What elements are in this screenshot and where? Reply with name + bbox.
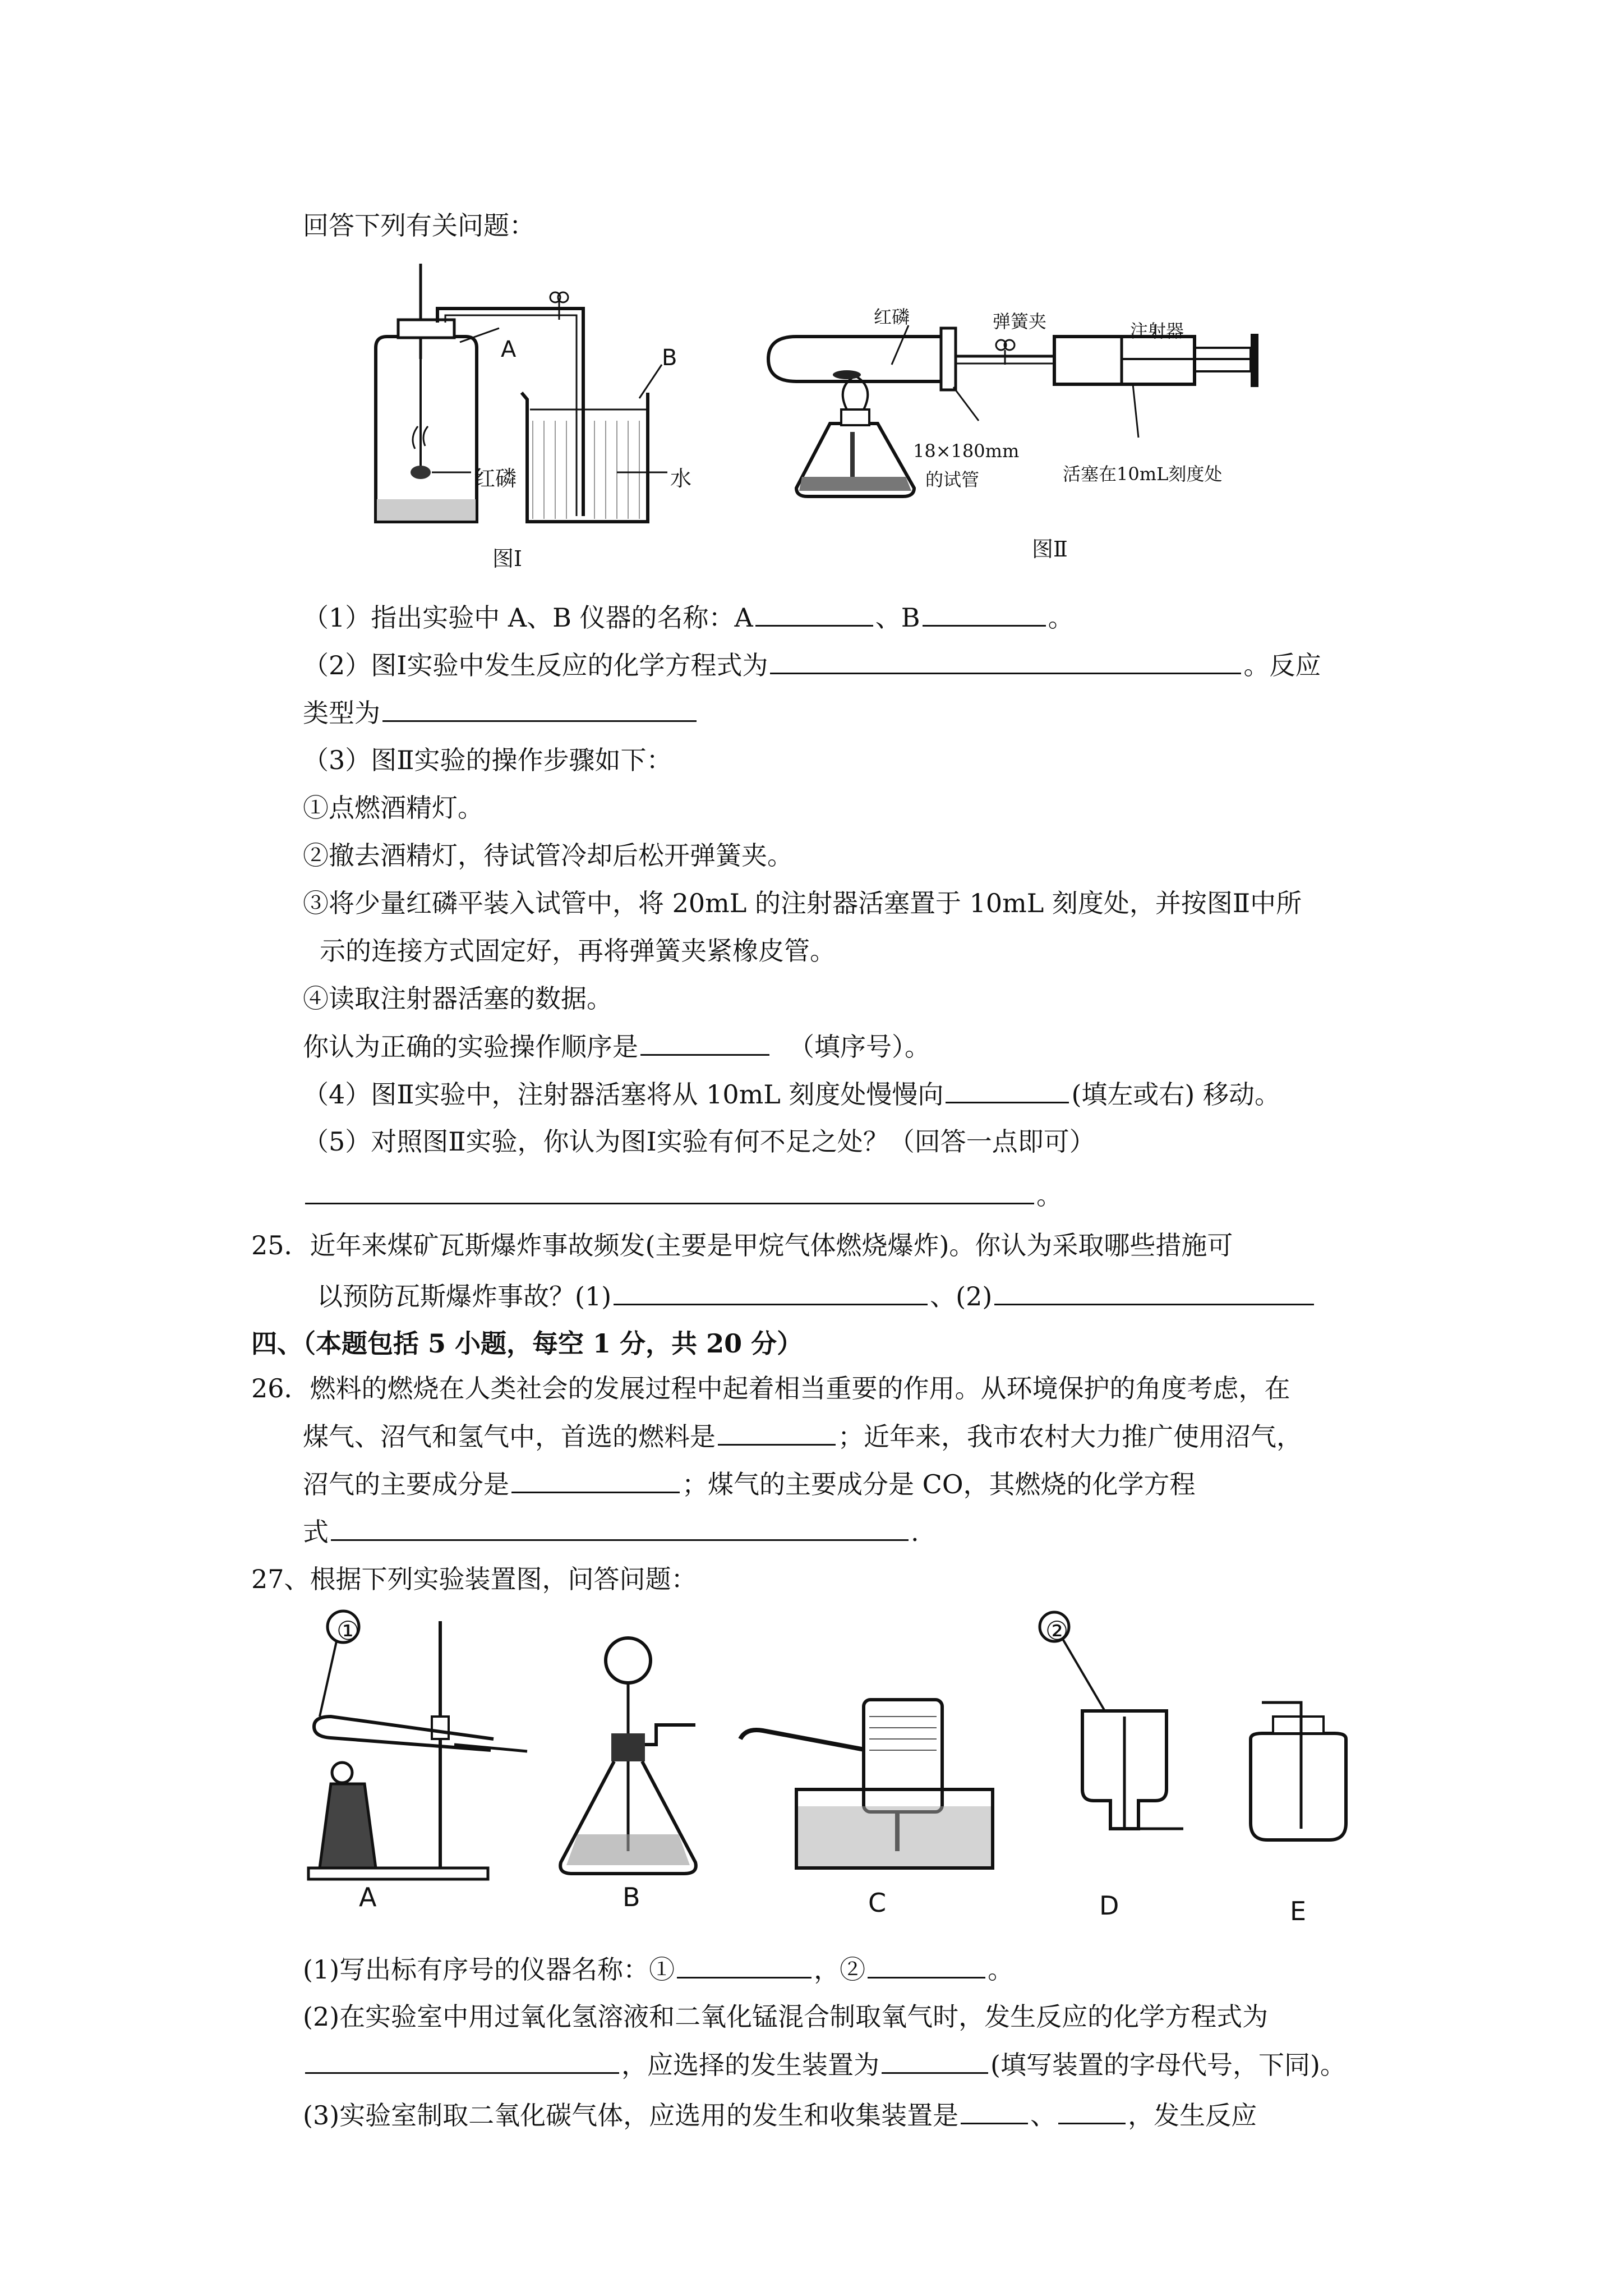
q24-part4: （4）图Ⅱ实验中，注射器活塞将从 10mL 刻度处慢慢向 (填左或右) 移动。 xyxy=(303,1077,1280,1111)
answer-blank[interactable] xyxy=(640,1029,769,1056)
apparatus-label-e: E xyxy=(1290,1896,1307,1926)
q25-line1: 25．近年来煤矿瓦斯爆炸事故频发(主要是甲烷气体燃烧爆炸)。你认为采取哪些措施可 xyxy=(251,1230,1233,1260)
answer-blank[interactable] xyxy=(946,1077,1069,1103)
q24-order: 你认为正确的实验操作顺序是 （填序号）。 xyxy=(303,1029,930,1064)
fig2-label-red-phosphorus: 红磷 xyxy=(874,306,910,328)
answer-blank[interactable] xyxy=(961,2098,1028,2124)
apparatus-label-a: A xyxy=(359,1882,377,1912)
answer-blank[interactable] xyxy=(382,696,697,722)
answer-blank[interactable] xyxy=(305,2047,619,2074)
apparatus-label-c: C xyxy=(868,1888,887,1918)
answer-blank[interactable] xyxy=(868,1952,985,1978)
q27-part1: (1)写出标有序号的仪器名称：① ，② 。 xyxy=(303,1952,1013,1986)
q26-line1: 26．燃料的燃烧在人类社会的发展过程中起着相当重要的作用。从环境保护的角度考虑，在 xyxy=(251,1373,1290,1404)
q24-step1: ①点燃酒精灯。 xyxy=(303,793,483,823)
figure-1-diagram xyxy=(336,252,740,544)
answer-blank[interactable] xyxy=(923,600,1046,627)
apparatus-label-d: D xyxy=(1099,1890,1119,1921)
answer-blank[interactable] xyxy=(882,2047,988,2074)
answer-blank[interactable] xyxy=(994,1279,1314,1305)
fig2-label-tube-size: 18×180mm xyxy=(913,440,1020,462)
q27-part3: (3)实验室制取二氧化碳气体，应选用的发生和收集装置是 、 ，发生反应 xyxy=(303,2098,1257,2132)
figure-2-diagram xyxy=(763,303,1295,539)
q24-step3b: 示的连接方式固定好，再将弹簧夹紧橡皮管。 xyxy=(320,936,836,966)
q24-part2-type: 类型为 xyxy=(303,696,699,730)
section-4-heading: 四、（本题包括 5 小题，每空 1 分，共 20 分） xyxy=(251,1328,803,1359)
fig1-label-water: 水 xyxy=(670,466,692,491)
fig1-label-red-phosphorus: 红磷 xyxy=(474,466,517,491)
q24-step3a: ③将少量红磷平装入试管中，将 20mL 的注射器活塞置于 10mL 刻度处，并按图Ⅱ中所 xyxy=(303,888,1302,918)
fig2-label-tube: 的试管 xyxy=(925,469,980,490)
apparatus-label-b: B xyxy=(623,1882,640,1912)
answer-blank[interactable] xyxy=(614,1279,928,1305)
fig2-label-syringe: 注射器 xyxy=(1130,320,1184,342)
q24-step4: ④读取注射器活塞的数据。 xyxy=(303,983,612,1014)
q27-title: 27、根据下列实验装置图，问答问题： xyxy=(251,1564,697,1594)
apparatus-marker-2: ② xyxy=(1045,1616,1069,1646)
answer-blank[interactable] xyxy=(511,1467,680,1493)
fig1-label-a: A xyxy=(501,337,517,362)
answer-blank[interactable] xyxy=(755,600,873,627)
q27-part2: (2)在实验室中用过氧化氢溶液和二氧化锰混合制取氧气时，发生反应的化学方程式为 xyxy=(303,2001,1269,2032)
q24-part2: （2）图Ⅰ实验中发生反应的化学方程式为 。反应 xyxy=(303,648,1321,682)
q25-line2: 以预防瓦斯爆炸事故？(1) 、(2) xyxy=(317,1279,1316,1313)
fig1-label-b: B xyxy=(662,345,677,371)
answer-blank[interactable] xyxy=(718,1419,836,1446)
answer-blank[interactable] xyxy=(677,1952,811,1978)
q27-part2-answer: ，应选择的发生装置为 (填写装置的字母代号，下同)。 xyxy=(303,2047,1346,2082)
answer-blank[interactable] xyxy=(305,1178,1034,1204)
q26-line4: 式 . xyxy=(303,1515,919,1549)
q24-part5-answer: 。 xyxy=(303,1178,1062,1212)
answer-blank[interactable] xyxy=(1058,2098,1126,2124)
fig2-label-clip: 弹簧夹 xyxy=(993,311,1047,332)
apparatus-marker-1: ① xyxy=(336,1616,360,1646)
q26-line2: 煤气、沼气和氢气中，首选的燃料是 ；近年来，我市农村大力推广使用沼气， xyxy=(303,1419,1302,1453)
q24-part5: （5）对照图Ⅱ实验，你认为图Ⅰ实验有何不足之处？（回答一点即可） xyxy=(303,1126,1095,1157)
answer-blank[interactable] xyxy=(770,648,1241,674)
fig1-caption: 图Ⅰ xyxy=(492,546,523,571)
q24-part3: （3）图Ⅱ实验的操作步骤如下： xyxy=(303,745,672,775)
q24-step2: ②撤去酒精灯，待试管冷却后松开弹簧夹。 xyxy=(303,840,793,871)
answer-blank[interactable] xyxy=(331,1515,909,1541)
q24-part1: （1）指出实验中 A、B 仪器的名称：A 、B 。 xyxy=(303,600,1074,634)
apparatus-diagram xyxy=(297,1604,1363,1924)
q26-line3: 沼气的主要成分是 ；煤气的主要成分是 CO，其燃烧的化学方程 xyxy=(303,1467,1196,1501)
intro-text: 回答下列有关问题： xyxy=(303,210,535,241)
fig2-label-plunger: 活塞在10mL刻度处 xyxy=(1063,463,1223,485)
fig2-caption: 图Ⅱ xyxy=(1032,537,1068,562)
